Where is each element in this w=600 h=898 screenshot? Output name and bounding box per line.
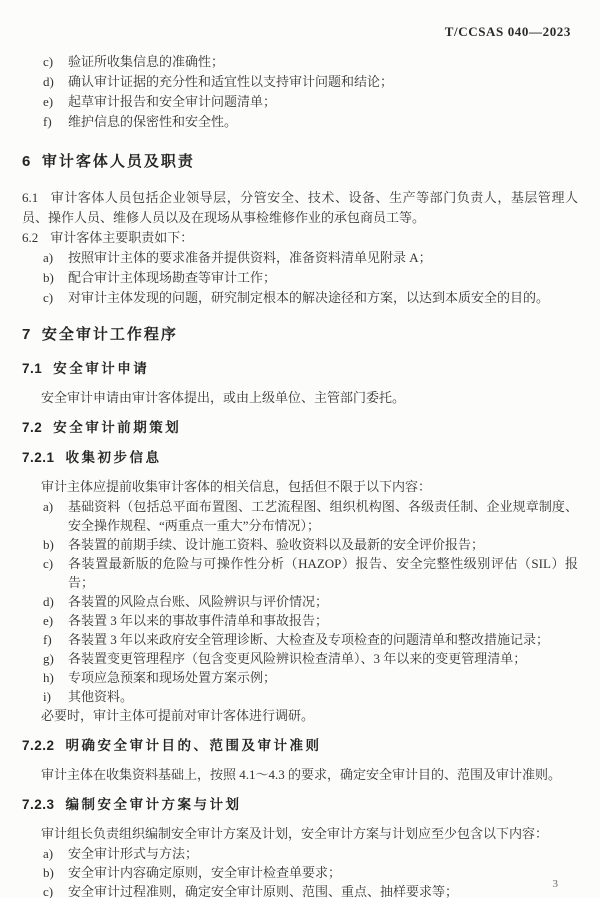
clause-7-2-3-list [22,844,578,898]
list-item [22,248,578,268]
list-item-marker: b) [43,865,54,880]
clause-7-2-1-note [22,706,578,726]
clause-7-1-heading [22,359,578,379]
list-item-text: 安全审计内容确定原则，安全审计检查单要求； [68,865,342,880]
list-item-marker: d) [43,594,54,609]
clause-6-2-list [22,248,578,308]
list-item-marker: a) [43,250,54,265]
list-item-text: 基础资料（包括总平面布置图、工艺流程图、组织机构图、各级责任制、企业规章制度、安全操作规程、“两重点一重大”分布情况）； [68,499,578,533]
paragraph-text: 必要时，审计主体可提前对审计客体进行调研。 [41,708,315,723]
list-item [22,497,578,535]
list-item-marker: e) [43,613,54,628]
clause-title: 安全审计工作程序 [41,326,178,343]
list-item-marker: c) [43,884,54,898]
clause-title: 收集初步信息 [65,450,162,465]
list-item-marker: a) [43,846,54,861]
list-item-marker: c) [43,556,54,571]
clause-title: 编制安全审计方案与计划 [65,797,242,812]
clause-number: 7.2.1 [22,450,55,465]
clause-title: 安全审计前期策划 [53,420,182,435]
clause-number: 6.1 [22,190,39,205]
paragraph-text: 审计主体在收集资料基础上，按照 4.1～4.3 的要求，确定安全审计目的、范围及审计准则。 [41,767,562,782]
clause-number: 7.2 [22,420,43,435]
clause-7-2-heading [22,418,578,438]
clause-number: 7.2.2 [22,738,55,753]
list-item-text: 验证所收集信息的准确性； [68,54,225,69]
paragraph-text: 审计组长负责组织编制安全审计方案及计划，安全审计方案与计划应至少包含以下内容： [41,826,549,841]
clause-7-2-2-heading [22,736,578,756]
list-item-text: 起草审计报告和安全审计问题清单； [68,94,277,109]
clause-7-2-3-intro [22,824,578,844]
list-item-marker: e) [43,94,54,109]
clause-title: 明确安全审计目的、范围及审计准则 [65,738,322,753]
list-item-text: 各装置 3 年以来政府安全管理诊断、大检查及专项检查的问题清单和整改措施记录； [68,632,550,647]
paragraph-text: 审计客体主要职责如下： [50,230,194,245]
clause-7-2-1-list [22,497,578,706]
list-item-text: 各装置的前期手续、设计施工资料、验收资料以及最新的安全评价报告； [68,537,485,552]
list-item-text: 安全审计过程准则，确定安全审计原则、范围、重点、抽样要求等； [68,884,459,898]
list-item-text: 各装置的风险点台账、风险辨识与评价情况； [68,594,329,609]
list-item [22,611,578,630]
clause-title: 审计客体人员及职责 [41,153,195,170]
list-item [22,554,578,592]
list-item-marker: g) [43,651,54,666]
clause-7-2-1-heading [22,448,578,468]
list-item-text: 配合审计主体现场勘查等审计工作； [68,270,277,285]
list-item [22,687,578,706]
list-item [22,592,578,611]
list-item-text: 各装置 3 年以来的事故事件清单和事故报告； [68,613,329,628]
list-item-marker: h) [43,670,54,685]
list-item [22,52,578,72]
list-item [22,668,578,687]
clause-6-2-paragraph [22,228,578,248]
list-item-marker: b) [43,537,54,552]
clause-number: 7 [22,326,31,343]
paragraph-text: 安全审计申请由审计客体提出，或由上级单位、主管部门委托。 [41,390,406,405]
list-item [22,882,578,898]
list-item-text: 维护信息的保密性和安全性。 [68,114,238,129]
list-item [22,535,578,554]
list-item-marker: b) [43,270,54,285]
list-item-text: 按照审计主体的要求准备并提供资料，准备资料清单见附录 A； [68,250,432,265]
doc-code: T/CCSAS 040—2023 [444,24,571,39]
list-item [22,649,578,668]
list-item-marker: d) [43,74,54,89]
list-item-text: 专项应急预案和现场处置方案示例； [68,670,277,685]
paragraph-text: 审计客体人员包括企业领导层，分管安全、技术、设备、生产等部门负责人，基层管理人员、操作人员、维修人员以及在现场从事检维修作业的承包商员工等。 [22,190,578,225]
clause-7-heading [22,325,578,345]
list-item [22,92,578,112]
clause-6-1-paragraph [22,188,578,228]
list-item [22,630,578,649]
list-item-marker: c) [43,54,54,69]
clause-number: 6.2 [22,230,39,245]
list-item [22,112,578,132]
clause-7-2-2-paragraph [22,765,578,785]
clause-7-1-paragraph [22,388,578,408]
list-item [22,288,578,308]
list-item-marker: f) [43,632,52,647]
page-number: 3 [552,878,558,890]
auditor-duty-list-continued [22,52,578,132]
list-item [22,863,578,882]
list-item-marker: a) [43,499,54,514]
clause-number: 6 [22,153,31,170]
clause-number: 7.1 [22,361,43,376]
list-item-text: 各装置变更管理程序（包含变更风险辨识检查清单）、3 年以来的变更管理清单； [68,651,527,666]
clause-7-2-1-intro [22,477,578,497]
list-item-text: 确认审计证据的充分性和适宜性以支持审计问题和结论； [68,74,394,89]
clause-6-heading [22,152,578,172]
list-item [22,268,578,288]
clause-number: 7.2.3 [22,797,55,812]
paragraph-text: 审计主体应提前收集审计客体的相关信息，包括但不限于以下内容： [41,479,432,494]
list-item-text: 安全审计形式与方法； [68,846,199,861]
list-item-marker: i) [43,689,51,704]
clause-title: 安全审计申请 [53,361,150,376]
list-item-text: 其他资料。 [68,689,134,704]
list-item [22,72,578,92]
page-content [22,52,578,898]
list-item-text: 对审计主体发现的问题，研究制定根本的解决途径和方案，以达到本质安全的目的。 [68,290,550,305]
list-item-marker: c) [43,290,54,305]
list-item-text: 各装置最新版的危险与可操作性分析（HAZOP）报告、安全完整性级别评估（SIL）报告； [68,556,578,590]
list-item-marker: f) [43,114,52,129]
clause-7-2-3-heading [22,795,578,815]
list-item [22,844,578,863]
